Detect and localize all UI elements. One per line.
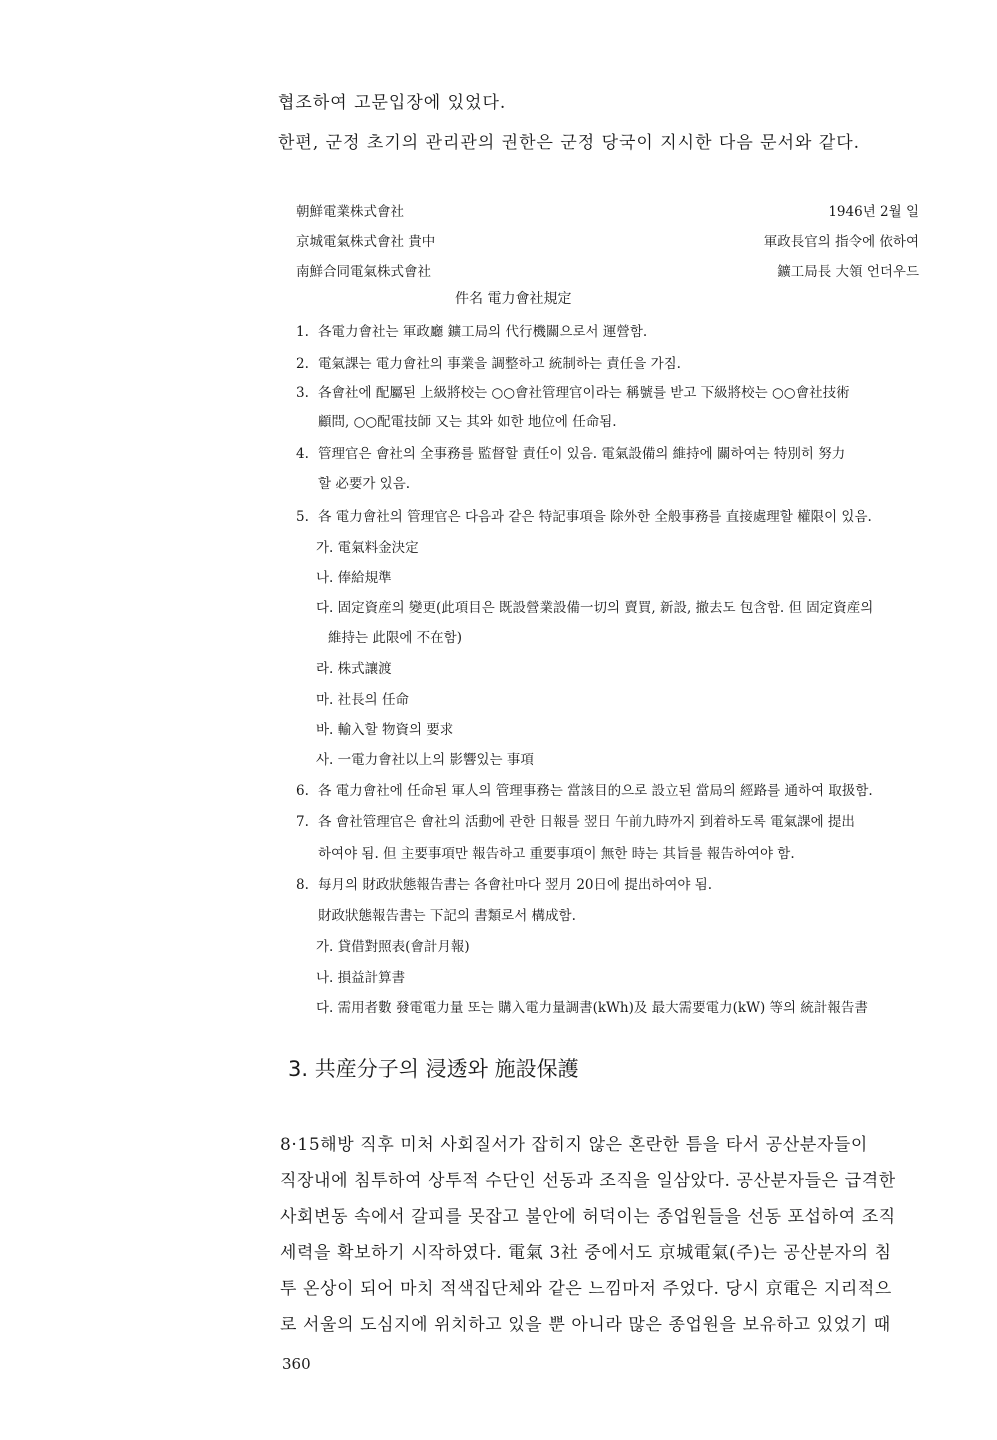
paragraph-line: 직장내에 침투하여 상투적 수단인 선동과 조직을 일삼았다. 공산분자들은 급격한	[280, 1171, 896, 1191]
document-subject: 件名 電力會社規定	[455, 291, 572, 307]
item-text: 各 電力會社에 任命된 軍人의 管理事務는 當該目的으로 設立된 當局의 經路를 通하여 取扱함.	[318, 783, 873, 799]
sender-line: 鑛工局長 大領 언더우드	[777, 264, 919, 280]
paragraph-line: 8·15해방 직후 미처 사회질서가 잡히지 않은 혼란한 틈을 타서 공산분자들이	[280, 1135, 868, 1155]
item-text: 每月의 財政狀態報告書는 各會社마다 翌月 20日에 提出하여야 됨.	[318, 877, 713, 893]
sub-item-sa: 사. 一電力會社以上의 影響있는 事項	[316, 752, 534, 768]
regulation-item-2	[296, 352, 681, 372]
item-text: 各電力會社는 軍政廳 鑛工局의 代行機關으로서 運營함.	[318, 324, 648, 340]
date-line: 1946년 2월 일	[828, 204, 919, 220]
regulation-item-8	[296, 873, 712, 893]
regulation-item-7-continued: 하여야 됨. 但 主要事項만 報告하고 重要事項이 無한 時는 其旨를 報告하여야 함.	[318, 846, 795, 862]
regulation-item-1	[296, 320, 647, 340]
recipient-1: 朝鮮電業株式會社	[296, 204, 404, 220]
item-number: 5.	[296, 509, 309, 525]
recipient-3: 南鮮合同電氣株式會社	[296, 264, 431, 280]
item-text: 各會社에 配屬된 上級將校는 ○○會社管理官이라는 稱號를 받고 下級將校는 ○○會社技術	[318, 385, 850, 401]
regulation-item-3	[296, 381, 850, 401]
intro-line-2: 한편, 군정 초기의 관리관의 권한은 군정 당국이 지시한 다음 문서와 같다.	[278, 133, 861, 153]
recipient-2: 京城電氣株式會社 貴中	[296, 234, 436, 250]
regulation-item-4	[296, 442, 845, 462]
sub-item-8-da: 다. 需用者數 發電電力量 또는 購入電力量調書(kWh)及 最大需要電力(kW) 等의 統計報告書	[316, 1000, 868, 1016]
intro-line-1: 협조하여 고문입장에 있었다.	[278, 93, 507, 113]
paragraph-line: 사회변동 속에서 갈피를 못잡고 불안에 허덕이는 종업원들을 선동 포섭하여 조직	[280, 1207, 896, 1227]
item-number: 2.	[296, 356, 309, 372]
regulation-item-5	[296, 505, 872, 525]
item-number: 7.	[296, 814, 309, 830]
regulation-item-6	[296, 779, 873, 799]
sub-item-8-ga: 가. 貸借對照表(會計月報)	[316, 939, 470, 955]
item-text: 管理官은 會社의 全事務를 監督할 責任이 있음. 電氣設備의 維持에 關하여는 特別히 努力	[318, 446, 846, 462]
item-number: 6.	[296, 783, 309, 799]
paragraph-line: 세력을 확보하기 시작하였다. 電氣 3社 중에서도 京城電氣(주)는 공산분자의 침	[280, 1243, 892, 1263]
regulation-item-7	[296, 810, 855, 830]
item-number: 8.	[296, 877, 309, 893]
sub-item-da: 다. 固定資産의 變更(此項目은 既設營業設備一切의 賣買, 新設, 撤去도 包含함. 但 固定資産의	[316, 600, 874, 616]
item-text: 各 電力會社의 管理官은 다음과 같은 特記事項을 除外한 全般事務를 直接處理할 權限이 있음.	[318, 509, 872, 525]
sub-item-na: 나. 俸給規準	[316, 570, 392, 586]
item-number: 4.	[296, 446, 309, 462]
page-number: 360	[282, 1355, 311, 1373]
regulation-item-8-continued: 財政狀態報告書는 下記의 書類로서 構成함.	[318, 908, 576, 924]
item-text: 各 會社管理官은 會社의 活動에 관한 日報를 翌日 午前九時까지 到着하도록 電氣課에 提出	[318, 814, 855, 830]
paragraph-line: 로 서울의 도심지에 위치하고 있을 뿐 아니라 많은 종업원을 보유하고 있었기 때	[280, 1315, 891, 1335]
sub-item-ma: 마. 社長의 任命	[316, 692, 409, 708]
sub-item-ra: 라. 株式讓渡	[316, 661, 392, 677]
item-number: 3.	[296, 385, 309, 401]
sub-item-da-continued: 維持는 此限에 不在함)	[328, 630, 462, 646]
item-text: 電氣課는 電力會社의 事業을 調整하고 統制하는 責任을 가짐.	[318, 356, 681, 372]
sub-item-ga: 가. 電氣料金決定	[316, 540, 419, 556]
sub-item-8-na: 나. 損益計算書	[316, 970, 406, 986]
sub-item-ba: 바. 輸入할 物資의 要求	[316, 722, 454, 738]
regulation-item-3-continued: 顧問, ○○配電技師 又는 其와 如한 地位에 任命됨.	[318, 414, 617, 430]
item-number: 1.	[296, 324, 309, 340]
section-heading: 3. 共産分子의 浸透와 施設保護	[288, 1057, 579, 1081]
authority-line: 軍政長官의 指令에 依하여	[763, 234, 919, 250]
regulation-item-4-continued: 할 必要가 있음.	[318, 476, 411, 492]
paragraph-line: 투 온상이 되어 마치 적색집단체와 같은 느낌마저 주었다. 당시 京電은 지리적으	[280, 1279, 892, 1299]
